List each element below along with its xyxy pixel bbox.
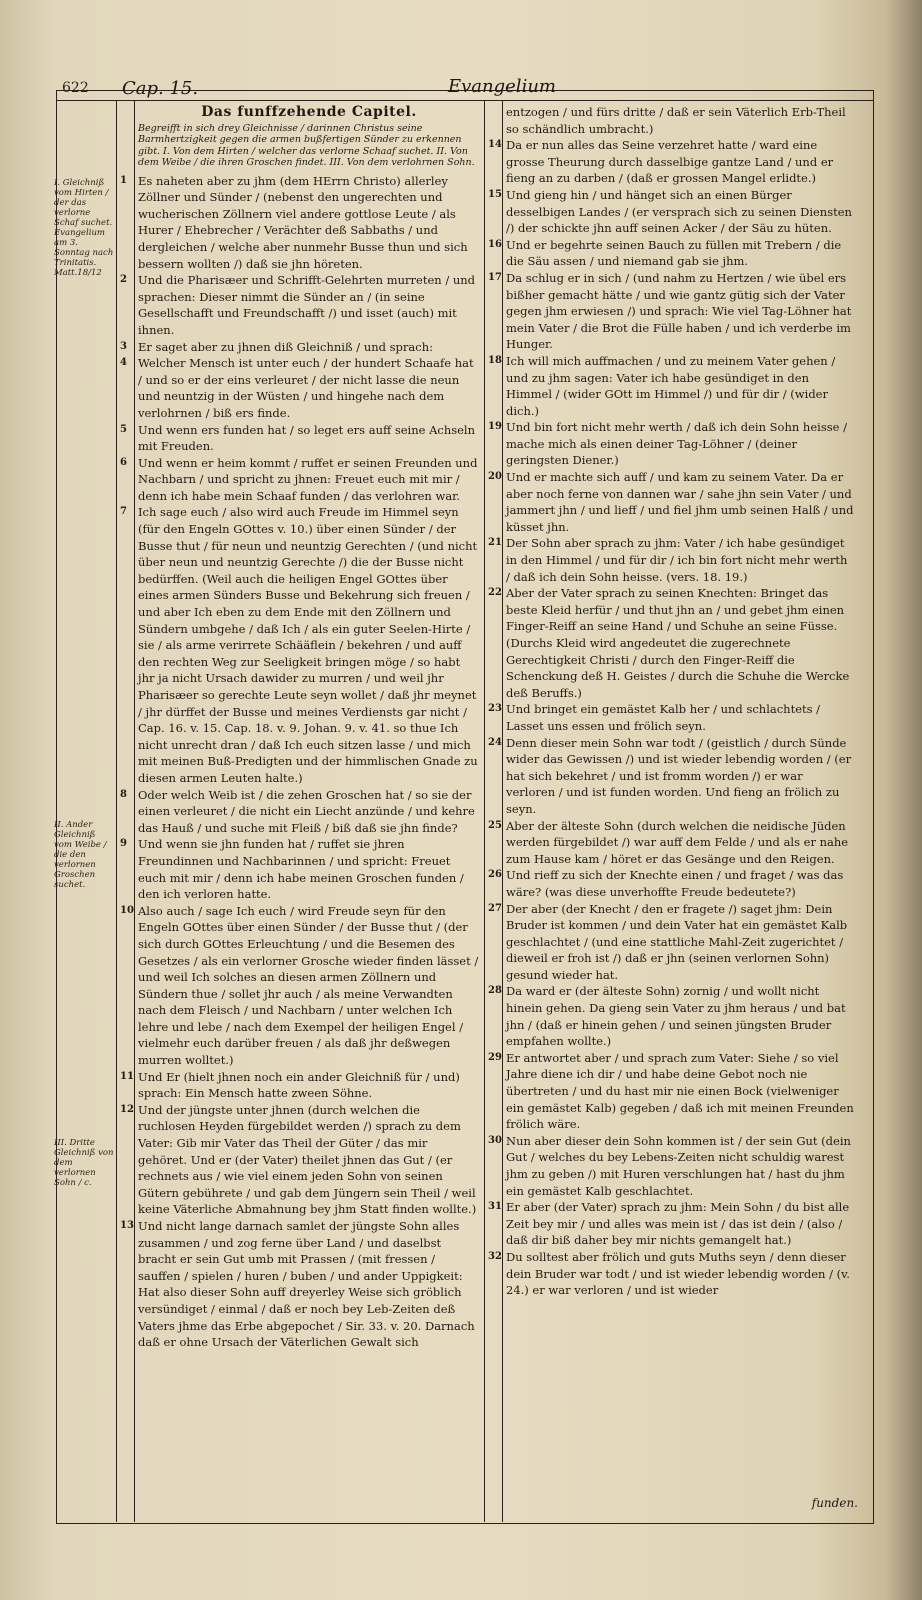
verse-number: 26 xyxy=(488,869,502,881)
verse-number: 27 xyxy=(488,902,502,914)
verse-number: 14 xyxy=(488,139,502,151)
verse-number: 4 xyxy=(120,357,127,369)
verse-text: Der aber (der Knecht / den er fragete /) saget jhm: Dein Bruder ist kommen / und dein Vater hat ein gemästet Kalb geschlachtet / (und eine stattliche Mahl-Zeit zugerichtet / dieweil er froh ist /) daß er jhn (seinen verlornen Sohn) gesund wieder hat. xyxy=(506,901,848,982)
verse-text: Und wenn sie jhn funden hat / ruffet sie jhren Freundinnen und Nachbarinnen / und spricht: Freuet euch mit mir / denn ich habe meinen Groschen funden / den ich verloren hatte. xyxy=(138,837,464,902)
verse-text: Also auch / sage Ich euch / wird Freude seyn für den Engeln GOttes über einen Sünder / der Busse thut / (der sich durch GOttes Erleuchtung / und die Besemen des Gesetzes / als ein verlorner Grosche wieder finden lässet / und weil Ich solches an diesen armen Zöllnern und Sündern thue / sollet jhr auch / als meine Verwandten nach dem Fleisch / und Nachbarn / unter welchen Ich lehre und lebe / nach dem Exempel der heiligen Engel / vielmehr euch darüber freuen / als daß jhr deßwegen murren wolltet.) xyxy=(138,903,479,1068)
verse-paragraph xyxy=(488,901,854,984)
verse-number: 29 xyxy=(488,1051,502,1063)
verse-paragraph xyxy=(488,270,854,353)
page-number: 622 xyxy=(62,80,89,96)
verse-number: 19 xyxy=(488,421,502,433)
chapter-label: Cap. 15. xyxy=(122,78,199,99)
verse-text: Nun aber dieser dein Sohn kommen ist / der sein Gut (dein Gut / welches du bey Lebens-Zeiten nicht schuldig warest jhm zu geben /) mit Huren verschlungen hat / hast du jhm ein gemästet Kalb geschlachtet. xyxy=(506,1133,851,1198)
verse-text: Ich will mich auffmachen / und zu meinem Vater gehen / und zu jhm sagen: Vater ich habe gesündiget in den Himmel / (wider GOtt im Himmel /) und für dir / (wider dich.) xyxy=(506,353,836,418)
verse-paragraph xyxy=(488,187,854,237)
verse-number: 16 xyxy=(488,238,502,250)
verse-number: 24 xyxy=(488,736,502,748)
verse-number: 5 xyxy=(120,423,127,435)
header-rule xyxy=(56,100,874,101)
verse-paragraph xyxy=(488,237,854,270)
verse-paragraph xyxy=(120,355,480,421)
verse-number: 15 xyxy=(488,188,502,200)
verse-text: Oder welch Weib ist / die zehen Groschen hat / so sie der einen verleuret / die nicht ein Liecht anzünde / und kehre das Hauß / und suche mit Fleiß / biß daß sie jhn finde? xyxy=(138,787,475,835)
column-rule-right xyxy=(502,101,503,1522)
verse-number: 20 xyxy=(488,471,502,483)
verse-text: Und er begehrte seinen Bauch zu füllen mit Trebern / die die Säu assen / und niemand gab sie jhm. xyxy=(506,237,842,269)
verse-text: Aber der Vater sprach zu seinen Knechten: Bringet das beste Kleid herfür / und thut jhn an / und gebet jhm einen Finger-Reiff an seine Hand / und Schuhe an seine Füsse. (Durchs Kleid wird angedeutet die zugerechnete Gerechtigkeit Christi / durch den Finger-Reiff die Schenckung deß H. Geistes / durch die Schuhe die Wercke deß Beruffs.) xyxy=(506,586,850,700)
verse-number: 1 xyxy=(120,174,127,186)
verse-paragraph xyxy=(488,353,854,419)
verse-paragraph xyxy=(488,735,854,818)
margin-note-1: I. Gleichniß vom Hirten / der das verlorne Schaf suchet. Evangelium am 3. Sonntag nach Trinitatis. Matt.18/12 xyxy=(54,178,114,278)
verse-text: Es naheten aber zu jhm (dem HErrn Christo) allerley Zöllner und Sünder / (nebenst den ungerechten und wucherischen Zöllnern viel andere gottlose Leute / als Hurer / Ehebrecher / Verächter deß Sabbaths / und dergleichen / welche aber nunmehr Busse thun und sich bessern wollten /) daß sie jhn höreten. xyxy=(138,173,468,271)
verse-number: 23 xyxy=(488,703,502,715)
verse-number: 11 xyxy=(120,1070,134,1082)
verse-paragraph xyxy=(120,903,480,1069)
verse-number: 13 xyxy=(120,1220,134,1231)
verse-paragraph xyxy=(120,422,480,455)
verse-paragraph xyxy=(488,1133,854,1199)
verse-number: 31 xyxy=(488,1201,502,1213)
verse-paragraph xyxy=(488,469,854,535)
verse-text: Da ward er (der älteste Sohn) zornig / und wollt nicht hinein gehen. Da gieng sein Vater zu jhm heraus / und bat jhn / (daß er hinein gehen / und seinen jüngsten Bruder empfahen wollte.) xyxy=(506,984,846,1049)
verse-text: Er aber (der Vater) sprach zu jhm: Mein Sohn / du bist alle Zeit bey mir / und alles was mein ist / das ist dein / (also / daß dir biß daher bey mir nichts gemangelt hat.) xyxy=(506,1200,850,1248)
verse-paragraph xyxy=(120,787,480,837)
verse-number: 10 xyxy=(120,904,134,916)
verse-paragraph xyxy=(120,1069,480,1102)
verse-text: Da er nun alles das Seine verzehret hatte / ward eine grosse Theurung durch dasselbige gantze Land / und er fieng an zu darben / (daß er grossen Mangel erlidte.) xyxy=(506,138,834,186)
verse-paragraph xyxy=(488,585,854,701)
verse-text: Und die Pharisæer und Schrifft-Gelehrten murreten / und sprachen: Dieser nimmt die Sünder an / (in seine Gesellschafft und Freundschafft /) und isset (auch) mit ihnen. xyxy=(138,273,476,337)
verse-text: Und rieff zu sich der Knechte einen / und fraget / was das wäre? (was diese unverhoffte Freude bedeutete?) xyxy=(506,868,844,899)
verse-paragraph xyxy=(488,535,854,585)
verse-paragraph xyxy=(488,1199,854,1249)
verse-text: Welcher Mensch ist unter euch / der hundert Schaafe hat / und so er der eins verleuret / der nicht lasse die neun und neuntzig in der Wüsten / und hingehe nach dem verlohrnen / biß ers finde. xyxy=(138,356,474,420)
margin-rule xyxy=(116,101,117,1522)
verse-paragraph xyxy=(488,818,854,868)
verse-text: Ich sage euch / also wird auch Freude im Himmel seyn (für den Engeln GOttes v. 10.) über einen Sünder / der Busse thut / für neun und neuntzig Gerechten / (und nicht über neun und neuntzig Gerechte /) die der Busse nicht bedürffen. (Weil auch die heiligen Engel GOttes über eines armen Sünders Busse und Bekehrung sich freuen / und aber Ich eben zu dem Ende mit den Zöllnern und Sündern umbgehe / daß Ich / als ein guter Seelen-Hirte / sie / als arme verirrete Schääflein / bekehren / und auff den rechten Weg zur Seeligkeit bringen möge / so habt jhr ja nicht Ursach dawider zu murren / und weil jhr Pharisæer so gerechte Leute seyn wollet / daß jhr meynet / jhr dürffet der Busse und meines Verdiensts gar nicht / Cap. 16. v. 15. Cap. 18. v. 9. Johan. 9. v. 41. so thue Ich nicht unrecht dran / daß Ich euch sitzen lasse / und mich mit meinen Buß-Predigten und der himmlischen Gnade zu diesen armen Leuten halte.) xyxy=(138,505,478,785)
verse-text: Er saget aber zu jhnen diß Gleichniß / und sprach: xyxy=(138,339,433,354)
verse-paragraph xyxy=(488,983,854,1049)
verse-text: Aber der älteste Sohn (durch welchen die neidische Jüden werden fürgebildet /) war auff dem Felde / und als er nahe zum Hause kam / höret er das Gesänge und den Reigen. xyxy=(506,818,849,866)
verse-number: 32 xyxy=(488,1250,502,1262)
verse-text: Und Er (hielt jhnen noch ein ander Gleichniß für / und) sprach: Ein Mensch hatte zween Söhne. xyxy=(138,1069,460,1101)
column-rule-left xyxy=(484,101,485,1522)
verse-paragraph xyxy=(488,1249,854,1299)
chapter-title: Das funffzehende Capitel. xyxy=(201,104,417,120)
verse-text: Und der jüngste unter jhnen (durch welchen die ruchlosen Heyden fürgebildet werden /) sprach zu dem Vater: Gib mir Vater das Theil der Güter / das mir gehöret. Und er (der Vater) theilet jhnen das Gut / (er rechnets aus / wie viel einem jeden Sohn von seinen Gütern gebührete / und gab dem Jüngern sein Theil / weil keine Väterliche Abmahnung bey jhm Statt finden wollte.) xyxy=(138,1102,477,1217)
verse-paragraph xyxy=(120,339,480,356)
verse-number: 28 xyxy=(488,985,502,997)
verse-number: 9 xyxy=(120,838,127,850)
verse-paragraph xyxy=(120,1102,480,1218)
verse-number: 6 xyxy=(120,456,127,468)
verse-number: 2 xyxy=(120,274,127,286)
verse-text: Und bin fort nicht mehr werth / daß ich dein Sohn heisse / mache mich als einen deiner Tag-Löhner / (deiner geringsten Diener.) xyxy=(506,420,847,468)
verse-number: 7 xyxy=(120,506,127,518)
verse-number: 30 xyxy=(488,1134,502,1146)
verse-paragraph xyxy=(120,836,480,902)
verse-paragraph xyxy=(120,1218,480,1351)
verse-text: Er antwortet aber / und sprach zum Vater: Siehe / so viel Jahre diene ich dir / und habe deine Gebot noch nie übertreten / und du hast mir nie einen Bock (vielweniger ein gemästet Kalb) gegeben / daß ich mit meinen Freunden frölich wäre. xyxy=(506,1050,854,1132)
verse-paragraph xyxy=(488,419,854,469)
verse-paragraph xyxy=(488,867,854,900)
verse-text: Und nicht lange darnach samlet der jüngste Sohn alles zusammen / und zog ferne über Land / und daselbst bracht er sein Gut umb mit Prassen / (mit fressen / sauffen / spielen / huren / buben / und ander Uppigkeit: Hat also dieser Sohn auff dreyerley Weise sich gröblich versündiget / einmal / daß er noch bey Leb-Zeiten deß Vaters jhme das Erbe abgepochet / Sir. 33. v. 20. Darnach daß er ohne Ursach der Väterlichen Gewalt sich xyxy=(138,1219,475,1350)
verse-text: Und gieng hin / und hänget sich an einen Bürger desselbigen Landes / (er versprach sich zu seinen Diensten /) der schickte jhn auff seinen Acker / der Säu zu hüten. xyxy=(506,187,852,236)
verse-text: Denn dieser mein Sohn war todt / (geistlich / durch Sünde wider das Gewissen /) und ist wieder lebendig worden / (er hat sich bekehret / und ist fromm worden /) er war verloren / und ist funden worden. Und fieng an frölich zu seyn. xyxy=(506,735,852,816)
verse-paragraph xyxy=(120,455,480,505)
verse-paragraph xyxy=(120,173,480,273)
catchword: funden. xyxy=(811,1496,858,1510)
verse-text: Und bringet ein gemästet Kalb her / und schlachtets / Lasset uns essen und frölich seyn. xyxy=(506,702,821,733)
running-title: Evangelium xyxy=(448,76,556,97)
verse-number: 25 xyxy=(488,819,502,831)
chapter-summary: Begreifft in sich drey Gleichnisse / darinnen Christus seine Barmhertzigkeit gegen die armen bußfertigen Sünder zu erkennen gibt. I. Von dem Hirten / welcher das verlorne Schaaf suchet. II. Von dem Weibe / die ihren Groschen findet. III. Von dem verlohrnen Sohn. xyxy=(138,122,475,169)
verse-text: Und wenn ers funden hat / so leget ers auff seine Achseln mit Freuden. xyxy=(138,422,476,454)
verse-text: Und wenn er heim kommt / ruffet er seinen Freunden und Nachbarn / und spricht zu jhnen: Freuet euch mit mir / denn ich habe mein Schaaf funden / das verlohren war. xyxy=(138,455,478,503)
left-column xyxy=(120,104,480,1351)
verse-number: 22 xyxy=(488,587,502,599)
verse-text: Du solltest aber frölich und guts Muths seyn / denn dieser dein Bruder war todt / und ist wieder lebendig worden / (v. 24.) er war verloren / und ist wieder xyxy=(506,1249,850,1298)
verse-number: 12 xyxy=(120,1103,134,1115)
verse-paragraph xyxy=(506,104,854,137)
margin-note-2: II. Ander Gleichniß vom Weibe / die den verlornen Groschen suchet. xyxy=(54,820,107,890)
verse-number: 8 xyxy=(120,788,127,800)
verse-number: 17 xyxy=(488,271,502,283)
verse-paragraph xyxy=(488,137,854,187)
verse-text: Da schlug er in sich / (und nahm zu Hertzen / wie übel ers bißher gemacht hätte / und wie gantz gütig sich der Vater gegen jhm erwiesen /) und sprach: Wie viel Tag-Löhner hat mein Vater / die Brot die Fülle haben / und ich verderbe im Hunger. xyxy=(506,270,852,352)
margin-note-3: III. Dritte Gleichniß von dem verlornen Sohn / c. xyxy=(54,1138,114,1188)
right-column xyxy=(488,104,854,1299)
verse-text: entzogen / und fürs dritte / daß er sein Väterlich Erb-Theil so schändlich umbracht.) xyxy=(506,105,846,136)
verse-number-rule-left xyxy=(134,101,135,1522)
verse-paragraph xyxy=(120,504,480,786)
verse-text: Und er machte sich auff / und kam zu seinem Vater. Da er aber noch ferne von dannen war / sahe jhn sein Vater / und jammert jhn / und lieff / und fiel jhm umb seinen Halß / und küsset jhn. xyxy=(506,470,854,534)
verse-paragraph xyxy=(120,272,480,338)
verse-paragraph xyxy=(488,1050,854,1133)
verse-paragraph xyxy=(488,701,854,734)
verse-number: 18 xyxy=(488,354,502,366)
verse-text: Der Sohn aber sprach zu jhm: Vater / ich habe gesündiget in den Himmel / und für dir / ich bin fort nicht mehr werth / daß ich dein Sohn heisse. (vers. 18. 19.) xyxy=(506,536,848,584)
verse-number: 3 xyxy=(120,340,127,352)
verse-number: 21 xyxy=(488,537,502,549)
